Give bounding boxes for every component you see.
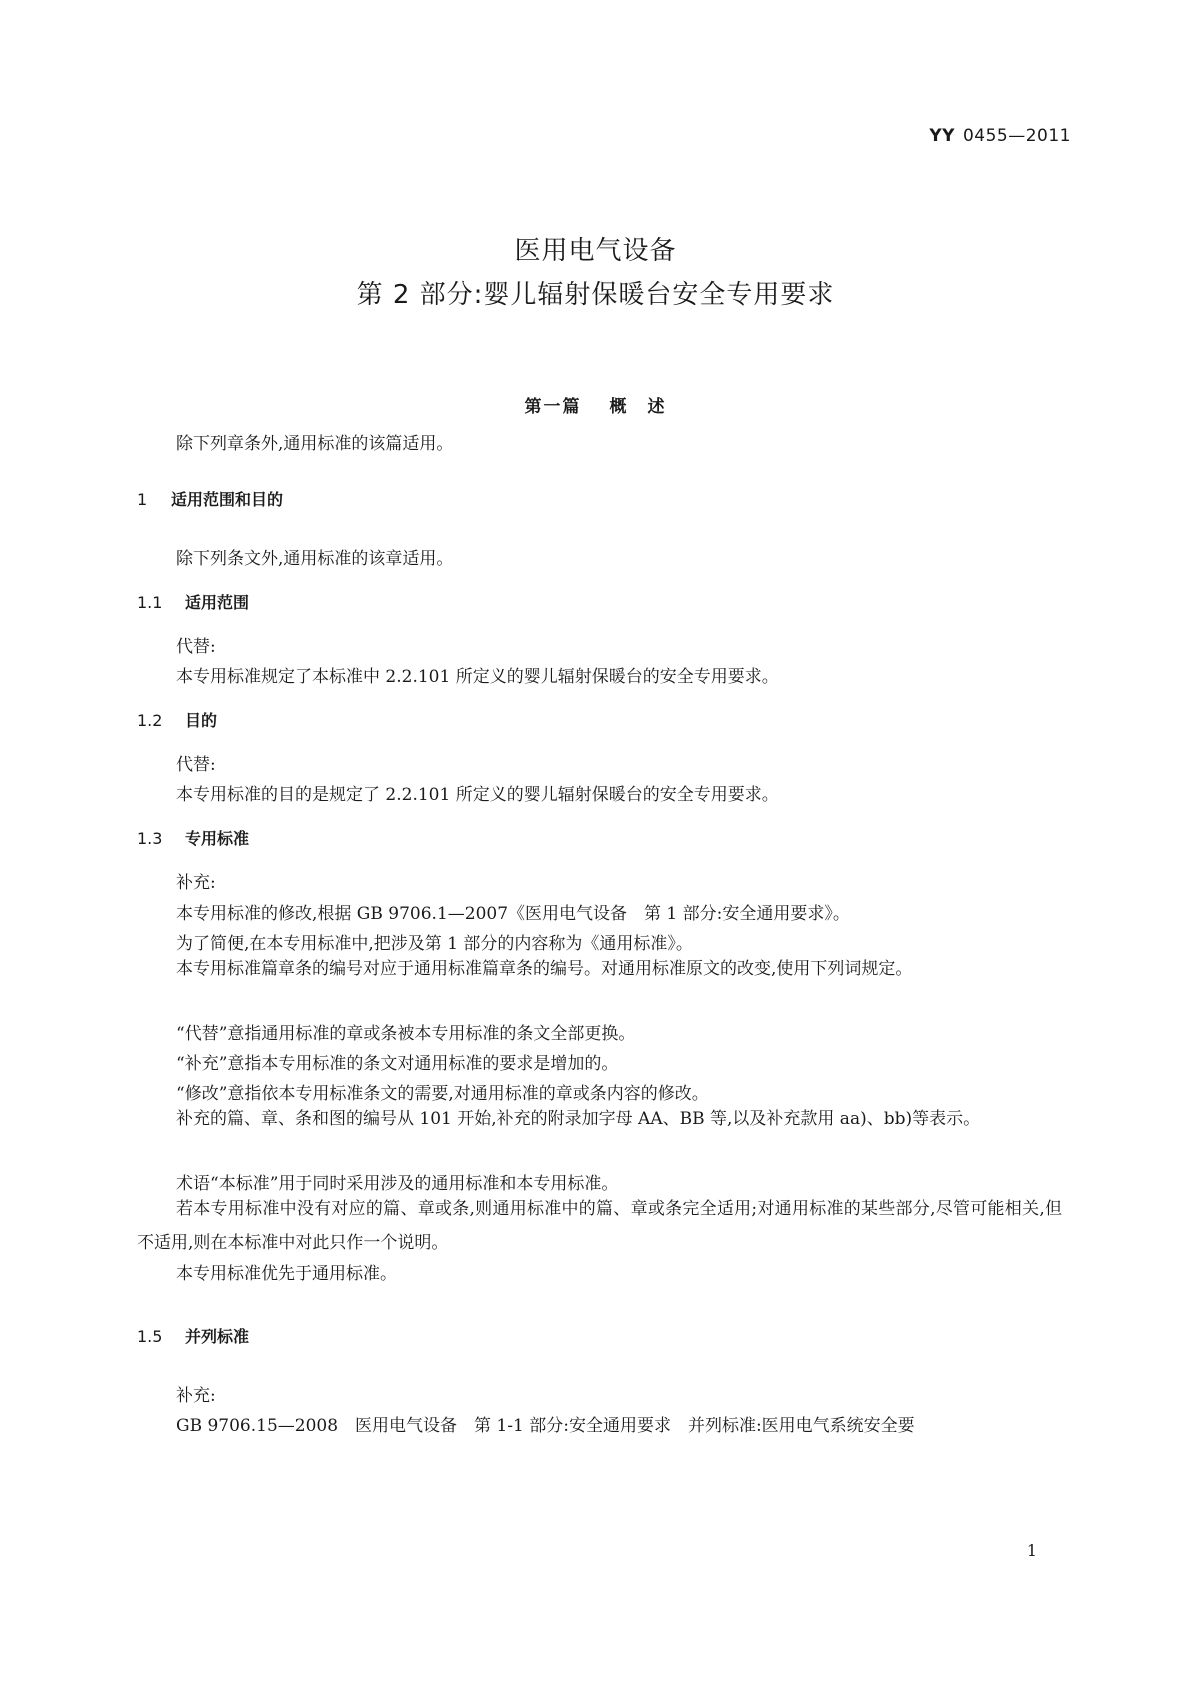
section-1-5-number: 1.5 [137,1327,163,1346]
section-1-1-heading [137,590,249,613]
section-1-paragraph: 除下列条文外,通用标准的该章适用。 [176,549,454,569]
section-1-heading [137,487,283,510]
section-1-3-para-2: 本专用标准的修改,根据 GB 9706.1—2007《医用电气设备 第 1 部分:安全通用要求》。 [176,904,850,924]
section-1-5-para-1: 补充: [176,1386,216,1406]
section-1-1-para-1: 代替: [176,637,216,657]
part-heading [0,392,1191,417]
standard-prefix: YY [929,126,955,146]
section-1-number: 1 [137,490,148,509]
document-title-line1: 医用电气设备 [514,236,677,266]
section-1-5-heading [137,1324,249,1347]
section-1-3-para-11: 本专用标准优先于通用标准。 [176,1264,397,1284]
section-1-5-title: 并列标准 [185,1327,250,1346]
section-1-3-para-3: 为了简便,在本专用标准中,把涉及第 1 部分的内容称为《通用标准》。 [176,934,693,954]
section-1-3-para-5: “代替”意指通用标准的章或条被本专用标准的条文全部更换。 [176,1024,636,1044]
section-1-3-number: 1.3 [137,829,163,848]
section-1-1-title: 适用范围 [185,593,250,612]
section-1-3-para-4: 本专用标准篇章条的编号对应于通用标准篇章条的编号。对通用标准原文的改变,使用下列词规定。 [176,959,913,979]
document-title-line2: 第 2 部分:婴儿辐射保暖台安全专用要求 [356,280,835,310]
part-heading-label: 第一篇 [524,397,582,417]
section-1-3-heading [137,826,249,849]
section-1-2-heading [137,708,217,731]
section-1-5-para-2: GB 9706.15—2008 医用电气设备 第 1-1 部分:安全通用要求 并列标准:医用电气系统安全要 [176,1416,915,1436]
intro-paragraph: 除下列章条外,通用标准的该篇适用。 [176,434,454,454]
page-number: 1 [1026,1541,1037,1560]
section-1-3-para-10: 若本专用标准中没有对应的篇、章或条,则通用标准中的篇、章或条完全适用;对通用标准的某些部分,尽管可能相关,但不适用,则在本标准中对此只作一个说明。 [137,1199,1062,1253]
section-1-title: 适用范围和目的 [171,490,284,509]
section-1-2-para-2: 本专用标准的目的是规定了 2.2.101 所定义的婴儿辐射保暖台的安全专用要求。 [176,785,779,805]
section-1-1-para-2: 本专用标准规定了本标准中 2.2.101 所定义的婴儿辐射保暖台的安全专用要求。 [176,667,779,687]
standard-number [929,126,1071,146]
section-1-2-title: 目的 [185,711,218,730]
section-1-3-para-1: 补充: [176,873,216,893]
section-1-3-para-6: “补充”意指本专用标准的条文对通用标准的要求是增加的。 [176,1054,619,1074]
section-1-1-number: 1.1 [137,593,163,612]
section-1-2-para-1: 代替: [176,755,216,775]
section-1-3-para-8: 补充的篇、章、条和图的编号从 101 开始,补充的附录加字母 AA、BB 等,以及补充款用 aa)、bb)等表示。 [176,1109,981,1129]
section-1-3-para-9: 术语“本标准”用于同时采用涉及的通用标准和本专用标准。 [176,1174,619,1194]
part-heading-title: 概 述 [609,397,667,417]
standard-code: 0455—2011 [962,126,1071,146]
section-1-2-number: 1.2 [137,711,163,730]
section-1-3-title: 专用标准 [185,829,250,848]
section-1-3-para-7: “修改”意指依本专用标准条文的需要,对通用标准的章或条内容的修改。 [176,1084,709,1104]
